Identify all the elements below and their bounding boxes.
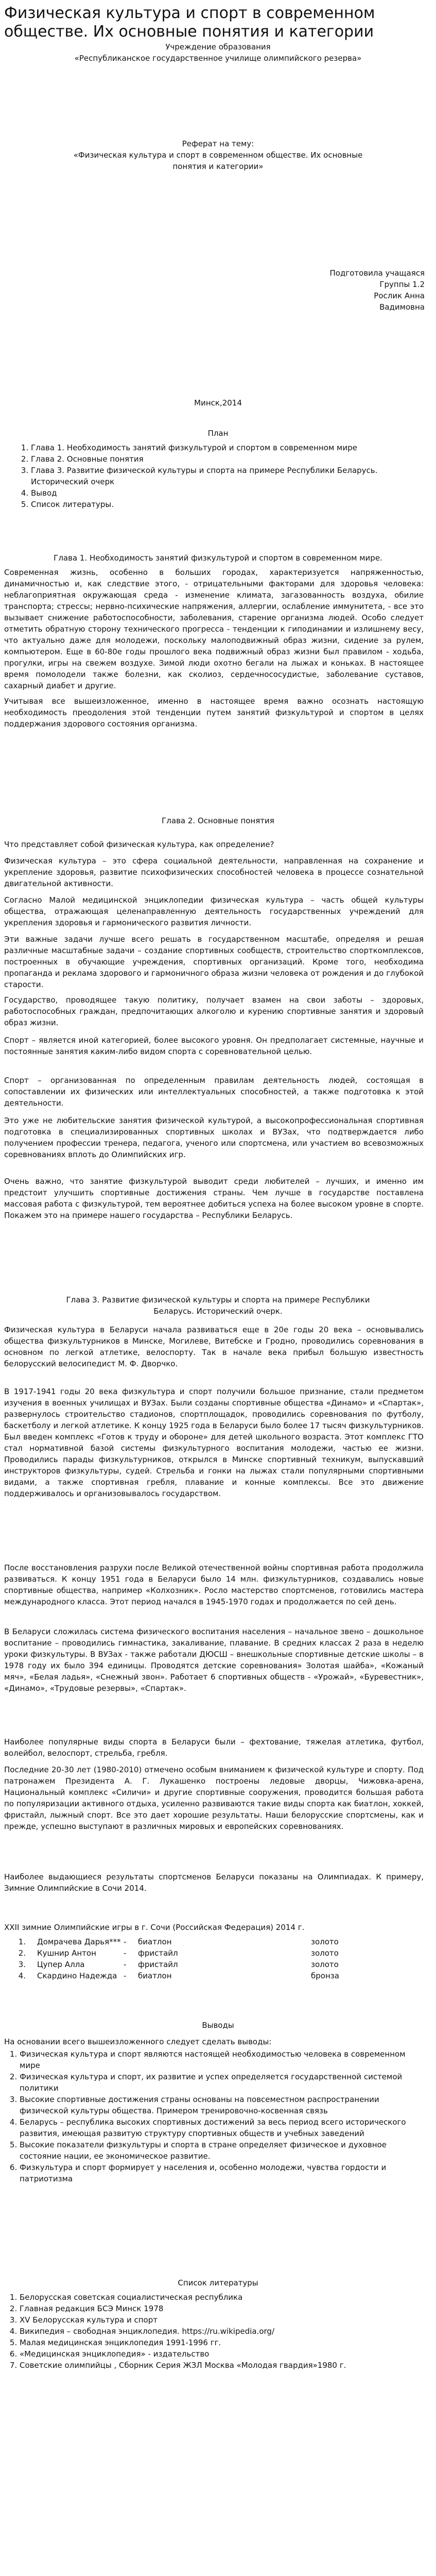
sport-name: биатлон [138,1971,172,1980]
document-title: Физическая культура и спорт в современном обществе. Их основные понятия и категории [4,4,375,41]
chapter-2-paragraph: Очень важно, что занятие физкультурой выводит среди любителей – лучших, и именно им предстоит улучшить спортивные достижения страны. Чем лучше в государстве поставлена массовая работа с физкультурой, тем вероятнее добиться успеха на более высоком уровне в спорте. Покажем это на примере нашего государства – Республики Беларусь. [4,1177,424,1220]
medal-index: 4. [18,1971,26,1980]
conclusion-item: 1. Физическая культура и спорт являются настоящей необходимостью человека в современном мире [20,2048,423,2071]
conclusion-list [8,2048,423,2184]
medal-index: 1. [18,1937,26,1946]
chapter-3-title: Глава 3. Развитие физической культуры и спорта на примере Республики [66,1295,370,1304]
reference-item: 6. «Медицинская энциклопедия» - издательство [20,2348,423,2360]
chapter-2-paragraph: Согласно Малой медицинской энциклопедии физическая культура – часть общей культуры общества, отражающая целенаправленную деятельность государственных учреждений для укрепления здоровья и гармонического развития личности. [4,895,424,927]
chapter-2-paragraph: Спорт – организованная по определенным правилам деятельность людей, состоящая в сопоставлении их физических или интеллектуальных способностей, а также подготовка к этой деятельности. [4,1076,424,1108]
reference-item: 7. Советские олимпийцы , Сборник Серия ЖЗЛ Москва «Молодая гвардия»1980 г. [20,2360,423,2371]
chapter-3-paragraph: После восстановления разрухи после Великой отечественной войны спортивная работа продолжила развиваться. К концу 1951 года в Беларуси было 14 млн. физкультурников, создавались новые спортивные общества, например «Колхозник». Росло мастерство спортсменов, готовились мастера международного класса. Этот период начался в 1945-1970 годах и продолжается по сей день. [4,1563,424,1606]
reference-item: 1. Белорусская советская социалистическая республика [20,2292,423,2303]
medal-type: золото [311,1960,339,1969]
chapter-2-paragraph: Физическая культура – это сфера социальной деятельности, направленная на сохранение и укрепление здоровья, развитие психофизических способностей человека в процессе сознательной двигательной активности. [4,856,424,888]
chapter-3-paragraph: В 1917-1941 годы 20 века физкультура и спорт получили большое признание, стали предметом изучения в военных училищах и ВУЗах. Были созданы спортивные общества «Динамо» и «Спартак», развернулось строительство стадионов, спортплощадок, проводились соревнования по футболу, баскетболу и легкой атлетике. К концу 1925 года в Беларуси было более 17 тысяч физкультурников. Был введен комплекс «Готов к труду и обороне» для детей школьного возраста. Этот комплекс ГТО стал нормативной базой системы физкультурного воспитания молодежи, частью ее жизни. Проводились парады физкультурников, открылся в Минске спортивный техникум, выпускавший инструкторов физкультуры, судей. Стрельба и гонки на лыжах стали популярными спортивными видами, а также спортивная гребля, плавание и конные комплексы. Все это движение поддерживалось и организовывалось государством. [4,1387,424,1498]
dash-separator: - [124,1971,127,1980]
institution-line: Учреждение образования [165,42,271,52]
reference-item: 4. Википедия – свободная энциклопедия. https://ru.wikipedia.org/ [20,2326,423,2337]
medal-type: золото [311,1937,339,1946]
athlete-name: Кушнир Антон [37,1948,96,1958]
plan-item: 1. Глава 1. Необходимость занятий физкультурой и спортом в современном мире [31,442,422,453]
dash-separator: - [124,1948,127,1958]
author-name: Рослик Анна [374,291,425,300]
plan-item: 4. Вывод [31,487,422,499]
references-title: Список литературы [178,2278,258,2287]
sport-name: фристайл [138,1948,178,1958]
dash-separator: - [124,1960,127,1969]
prepared-by: Подготовила учащаяся [329,268,425,278]
plan-list [21,442,422,510]
reference-item: 2. Главная редакция БСЭ Минск 1978 [20,2303,423,2314]
sport-name: фристайл [138,1960,178,1969]
chapter-3-paragraph: Наиболее выдающиеся результаты спортсменов Беларуси показаны на Олимпиадах. К примеру, Зимние Олимпийские в Сочи 2014. [4,1872,424,1893]
reference-item: 5. Малая медицинская энциклопедия 1991-1996 гг. [20,2337,423,2348]
chapter-2-question: Что представляет собой физическая культура, как определение? [4,840,274,849]
city-year: Минск,2014 [194,398,242,408]
conclusion-item: 3. Высокие спортивные достижения страны основаны на повсеместном распространении физической культуры общества. Примером тренировочно-косвенная связь [20,2094,423,2116]
conclusion-title: Выводы [202,2021,234,2030]
medal-index: 2. [18,1948,26,1958]
plan-item: 3. Глава 3. Развитие физической культуры и спорта на примере Республики Беларусь. Исторический очерк [31,465,422,487]
medal-row [4,1959,424,1970]
chapter-2-title: Глава 2. Основные понятия [162,816,274,825]
medals-title: XXII зимние Олимпийские игры в г. Сочи (Российская Федерация) 2014 г. [4,1923,305,1932]
athlete-name: Домрачева Дарья*** [37,1937,121,1946]
medal-type: золото [311,1948,339,1958]
chapter-3-paragraph: Наиболее популярные виды спорта в Беларуси были – фехтование, тяжелая атлетика, футбол, волейбол, велоспорт, стрельба, гребля. [4,1737,424,1758]
medal-row [4,1970,424,1981]
chapter-2-paragraph: Эти важные задачи лучше всего решать в государственном масштабе, определяя и решая различные масштабные задачи – создание спортивных сообществ, строительство спорткомплексов, построенных в обучающие учреждения, спортивных организаций. Кроме того, необходима пропаганда и реклама здорового и гармоничного образа жизни человека от рождения и до глубокой старости. [4,935,424,989]
school-name: «Республиканское государственное училище олимпийского резерва» [74,54,362,63]
conclusion-lead: На основании всего вышеизложенного следует сделать выводы: [4,2037,272,2046]
plan-item: 5. Список литературы. [31,499,422,510]
conclusion-item: 5. Высокие показатели физкультуры и спорта в стране определяет физическое и духовное состояние нации, ее экономическое развитие. [20,2139,423,2162]
medal-type: бронза [311,1971,339,1980]
references-list [8,2292,423,2371]
chapter-3-title-continued: Беларусь. Исторический очерк. [153,1307,283,1316]
athlete-name: Цупер Алла [37,1960,85,1969]
athlete-name: Скардино Надежда [37,1971,117,1980]
sport-name: биатлон [138,1937,172,1946]
author-patronymic: Вадимовна [379,302,425,312]
plan-item: 2. Глава 2. Основные понятия [31,453,422,465]
chapter-1-title: Глава 1. Необходимость занятий физкультурой и спортом в современном мире. [54,553,382,563]
medal-row [4,1936,424,1947]
conclusion-item: 6. Физкультура и спорт формирует у населения и, особенно молодежи, чувства гордости и патриотизма [20,2162,423,2184]
chapter-2-paragraph: Государство, проводящее такую политику, получает взамен на свои заботы – здоровых, работоспособных граждан, предпочитающих алкоголю и курению спортивные занятия и здоровый образ жизни. [4,995,424,1027]
chapter-2-paragraph: Спорт – является иной категорией, более высокого уровня. Он предполагает системные, научные и постоянные занятия каким-либо видом спорта с соревновательной целью. [4,1036,424,1056]
report-topic: «Физическая культура и спорт в современном обществе. Их основные понятия и категории» [73,150,363,171]
dash-separator: - [124,1937,127,1946]
chapter-1-paragraph: Учитывая все вышеизложенное, именно в настоящее время важно осознать настоящую необходимость преодоления этой тенденции путем занятий физкультурой и спортом в целях поддержания здорового состояния организма. [4,697,424,728]
chapter-1-paragraph: Современная жизнь, особенно в больших городах, характеризуется напряженностью, динамичностью и, как следствие этого, - отрицательными факторами для здоровья человека: неблагоприятная окружающая среда - изменение климата, загазованность воздуха, обилие транспорта; стрессы; нервно-психические напряжения, аллергии, ослабление иммунитета, - все это вызывает снижение работоспособности, заболевания, старение организма людей. Особо следует отметить обратную сторону технического прогресса - тенденции к гиподинамии и излишнему весу, что актуально даже для молодежи, поскольку малоподвижный образ жизни, сидение за рулем, компьютером. Еще в 60-80е годы прошлого века подвижный образ жизни был правилом - ходьба, прогулки, игры на свежем воздухе. Зимой люди охотно бегали на лыжах и коньках. В настоящее время помолодели также болезни, как сколиоз, сердечнососудистые, заболевание суставов, сахарный диабет и другие. [4,568,424,690]
chapter-2-paragraph: Это уже не любительские занятия физической культурой, а высокопрофессиональная спортивная подготовка в специализированных спортивных школах и ВУЗах, что подтверждается либо получением профессии тренера, педагога, ученого или спортсмена, или участием во всевозможных соревнованиях вплоть до Олимпийских игр. [4,1116,424,1159]
conclusion-item: 4. Беларусь – республика высоких спортивных достижений за весь период всего исторического развития, имеющая развитую структуру спортивных обществ и учебных заведений [20,2116,423,2139]
reference-item: 3. XV Белорусская культура и спорт [20,2314,423,2326]
conclusion-item: 2. Физическая культура и спорт, их развитие и успех определяется государственной системой политики [20,2071,423,2094]
report-label: Реферат на тему: [182,139,254,148]
chapter-3-paragraph: В Беларуси сложилась система физического воспитания населения – начальное звено – дошкольное воспитание – проводились гимнастика, закаливание, плавание. В средних классах 2 раза в неделю уроки физкультуры. В ВУЗах - также работали ДЮСШ – внешкольные спортивные детские школы – в 1978 году их было 394 единицы. Проводятся детские соревнования» Золотая шайба», «Кожаный мяч», «Белая ладья», «Снежный звон». Работает 6 спортивных обществ - «Урожай», «Буревестник», «Динамо», «Трудовые резервы», «Спартак». [4,1627,424,1693]
medals-table [4,1936,424,1981]
medal-row [4,1947,424,1959]
plan-title: План [207,429,229,438]
chapter-3-paragraph: Физическая культура в Беларуси начала развиваться еще в 20е годы 20 века – основывались общества физкультурников в Минске, Могилеве, Витебске и Гродно, проводились соревнования в основном по легкой атлетике, велоспорту. Так в начале века прибыл большую известность белорусский велосипедист М. Ф. Дворчко. [4,1325,424,1368]
group-label: Группы 1.2 [379,280,425,289]
chapter-3-paragraph: Последние 20-30 лет (1980-2010) отмечено особым вниманием к физической культуре и спорту. Под патронажем Президента А. Г. Лукашенко построены ледовые дворцы, Чижовка-арена, Национальный комплекс «Силичи» и другие спортивные сооружения, проводится большая работа по популяризации активного отдыха, усиленно развиваются такие виды спорта как биатлон, хоккей, фристайл, лыжный спорт. Все это дает хорошие результаты. Наши белорусские спортсмены, как и прежде, успешно выступают в различных мировых и европейских соревнованиях. [4,1765,424,1831]
medal-index: 3. [18,1960,26,1969]
